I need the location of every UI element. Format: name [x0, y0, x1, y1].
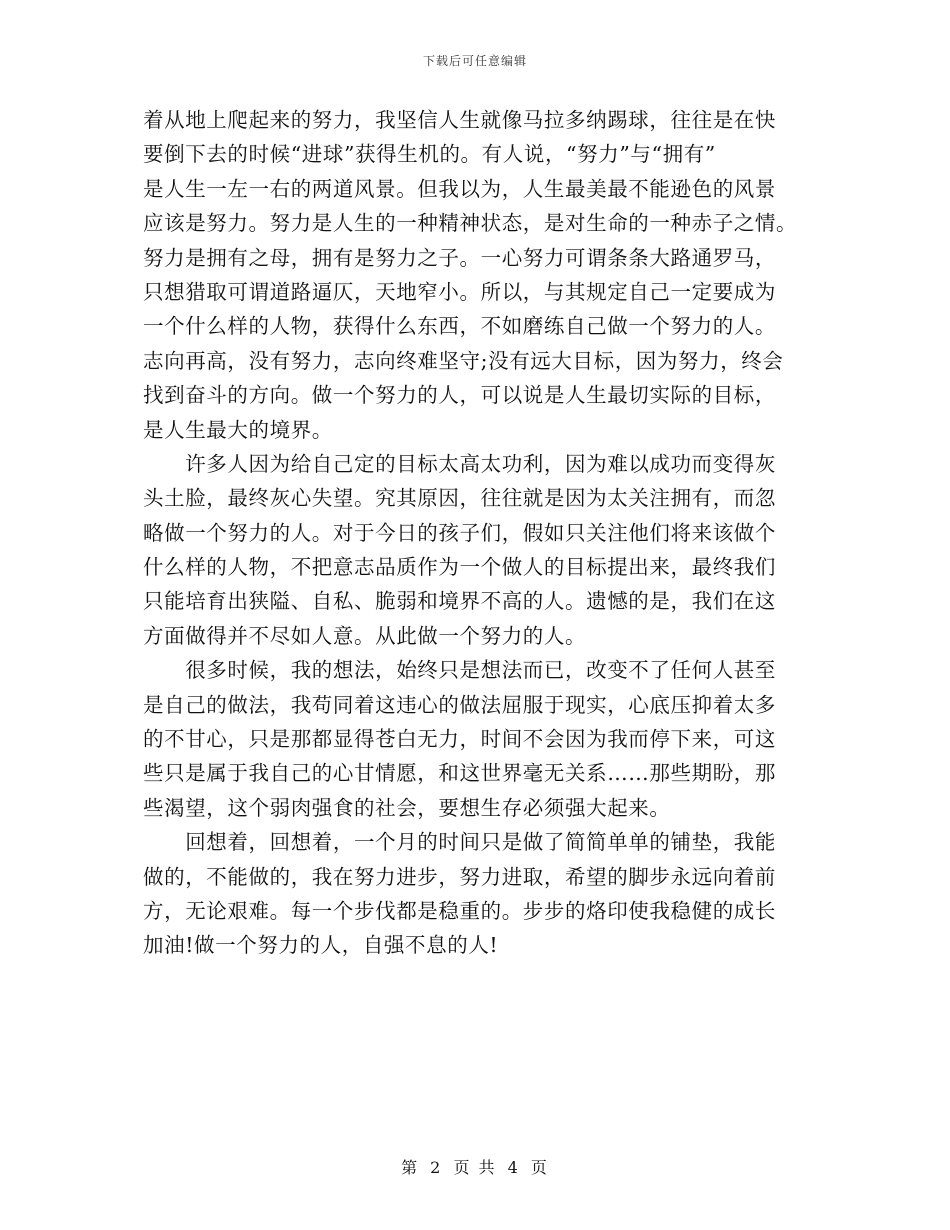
text-line: 一个什么样的人物，获得什么东西，不如磨练自己做一个努力的人。: [143, 314, 776, 339]
text-line: 什么样的人物，不把意志品质作为一个做人的目标提出来，最终我们: [143, 555, 776, 580]
text-line: 是人生最大的境界。: [143, 417, 333, 442]
page-label-suffix: 页: [530, 1158, 549, 1177]
text-line: 做的，不能做的，我在努力进步，努力进取，希望的脚步永远向着前: [143, 864, 776, 889]
text-line: 是自己的做法，我苟同着这违心的做法屈服于现实，心底压抑着太多: [143, 692, 776, 717]
text-line: 许多人因为给自己定的目标太高太功利，因为难以成功而变得灰: [143, 451, 776, 476]
text-line: 找到奋斗的方向。做一个努力的人，可以说是人生最切实际的目标，: [143, 383, 776, 408]
page-label-mid: 页 共: [453, 1158, 497, 1177]
text-line: 着从地上爬起来的努力，我坚信人生就像马拉多纳踢球，往往是在快: [143, 108, 776, 132]
header-note: 下载后可任意编辑: [422, 54, 527, 68]
text-line: 是人生一左一右的两道风景。但我以为，人生最美最不能逊色的风景: [143, 176, 776, 201]
text-line: 略做一个努力的人。对于今日的孩子们，假如只关注他们将来该做个: [143, 520, 776, 545]
current-page-number: 2: [430, 1158, 443, 1177]
text-line: 只能培育出狭隘、自私、脆弱和境界不高的人。遗憾的是，我们在这: [143, 589, 776, 614]
total-pages-number: 4: [507, 1158, 520, 1177]
text-line: 方，无论艰难。每一个步伐都是稳重的。步步的烙印使我稳健的成长: [143, 898, 776, 923]
text-line: 只想猎取可谓道路逼仄，天地窄小。所以，与其规定自己一定要成为: [143, 279, 776, 304]
text-line: 应该是努力。努力是人生的一种精神状态，是对生命的一种赤子之情。: [143, 211, 798, 236]
text-line: 头土脸，最终灰心失望。究其原因，往往就是因为太关注拥有，而忽: [143, 486, 776, 511]
text-line: 要倒下去的时候“进球”获得生机的。有人说，“努力”与“拥有”: [143, 142, 716, 167]
text-line: 方面做得并不尽如人意。从此做一个努力的人。: [143, 623, 587, 648]
text-line: 志向再高，没有努力，志向终难坚守;没有远大目标，因为努力，终会: [143, 348, 784, 373]
text-line: 的不甘心，只是那都显得苍白无力，时间不会因为我而停下来，可这: [143, 727, 776, 752]
text-line: 加油!做一个努力的人，自强不息的人!: [143, 933, 499, 958]
text-line: 很多时候，我的想法，始终只是想法而已，改变不了任何人甚至: [143, 658, 776, 683]
text-line: 些只是属于我自己的心甘情愿，和这世界毫无关系……那些期盼，那: [143, 761, 776, 786]
page-number-footer: [0, 1155, 950, 1178]
text-line: 些渴望，这个弱肉强食的社会，要想生存必须强大起来。: [143, 795, 671, 820]
text-line: 努力是拥有之母，拥有是努力之子。一心努力可谓条条大路通罗马，: [143, 245, 776, 270]
document-body: [143, 103, 823, 963]
text-line: 回想着，回想着，一个月的时间只是做了简简单单的铺垫，我能: [143, 830, 776, 855]
page-label-prefix: 第: [401, 1158, 420, 1177]
